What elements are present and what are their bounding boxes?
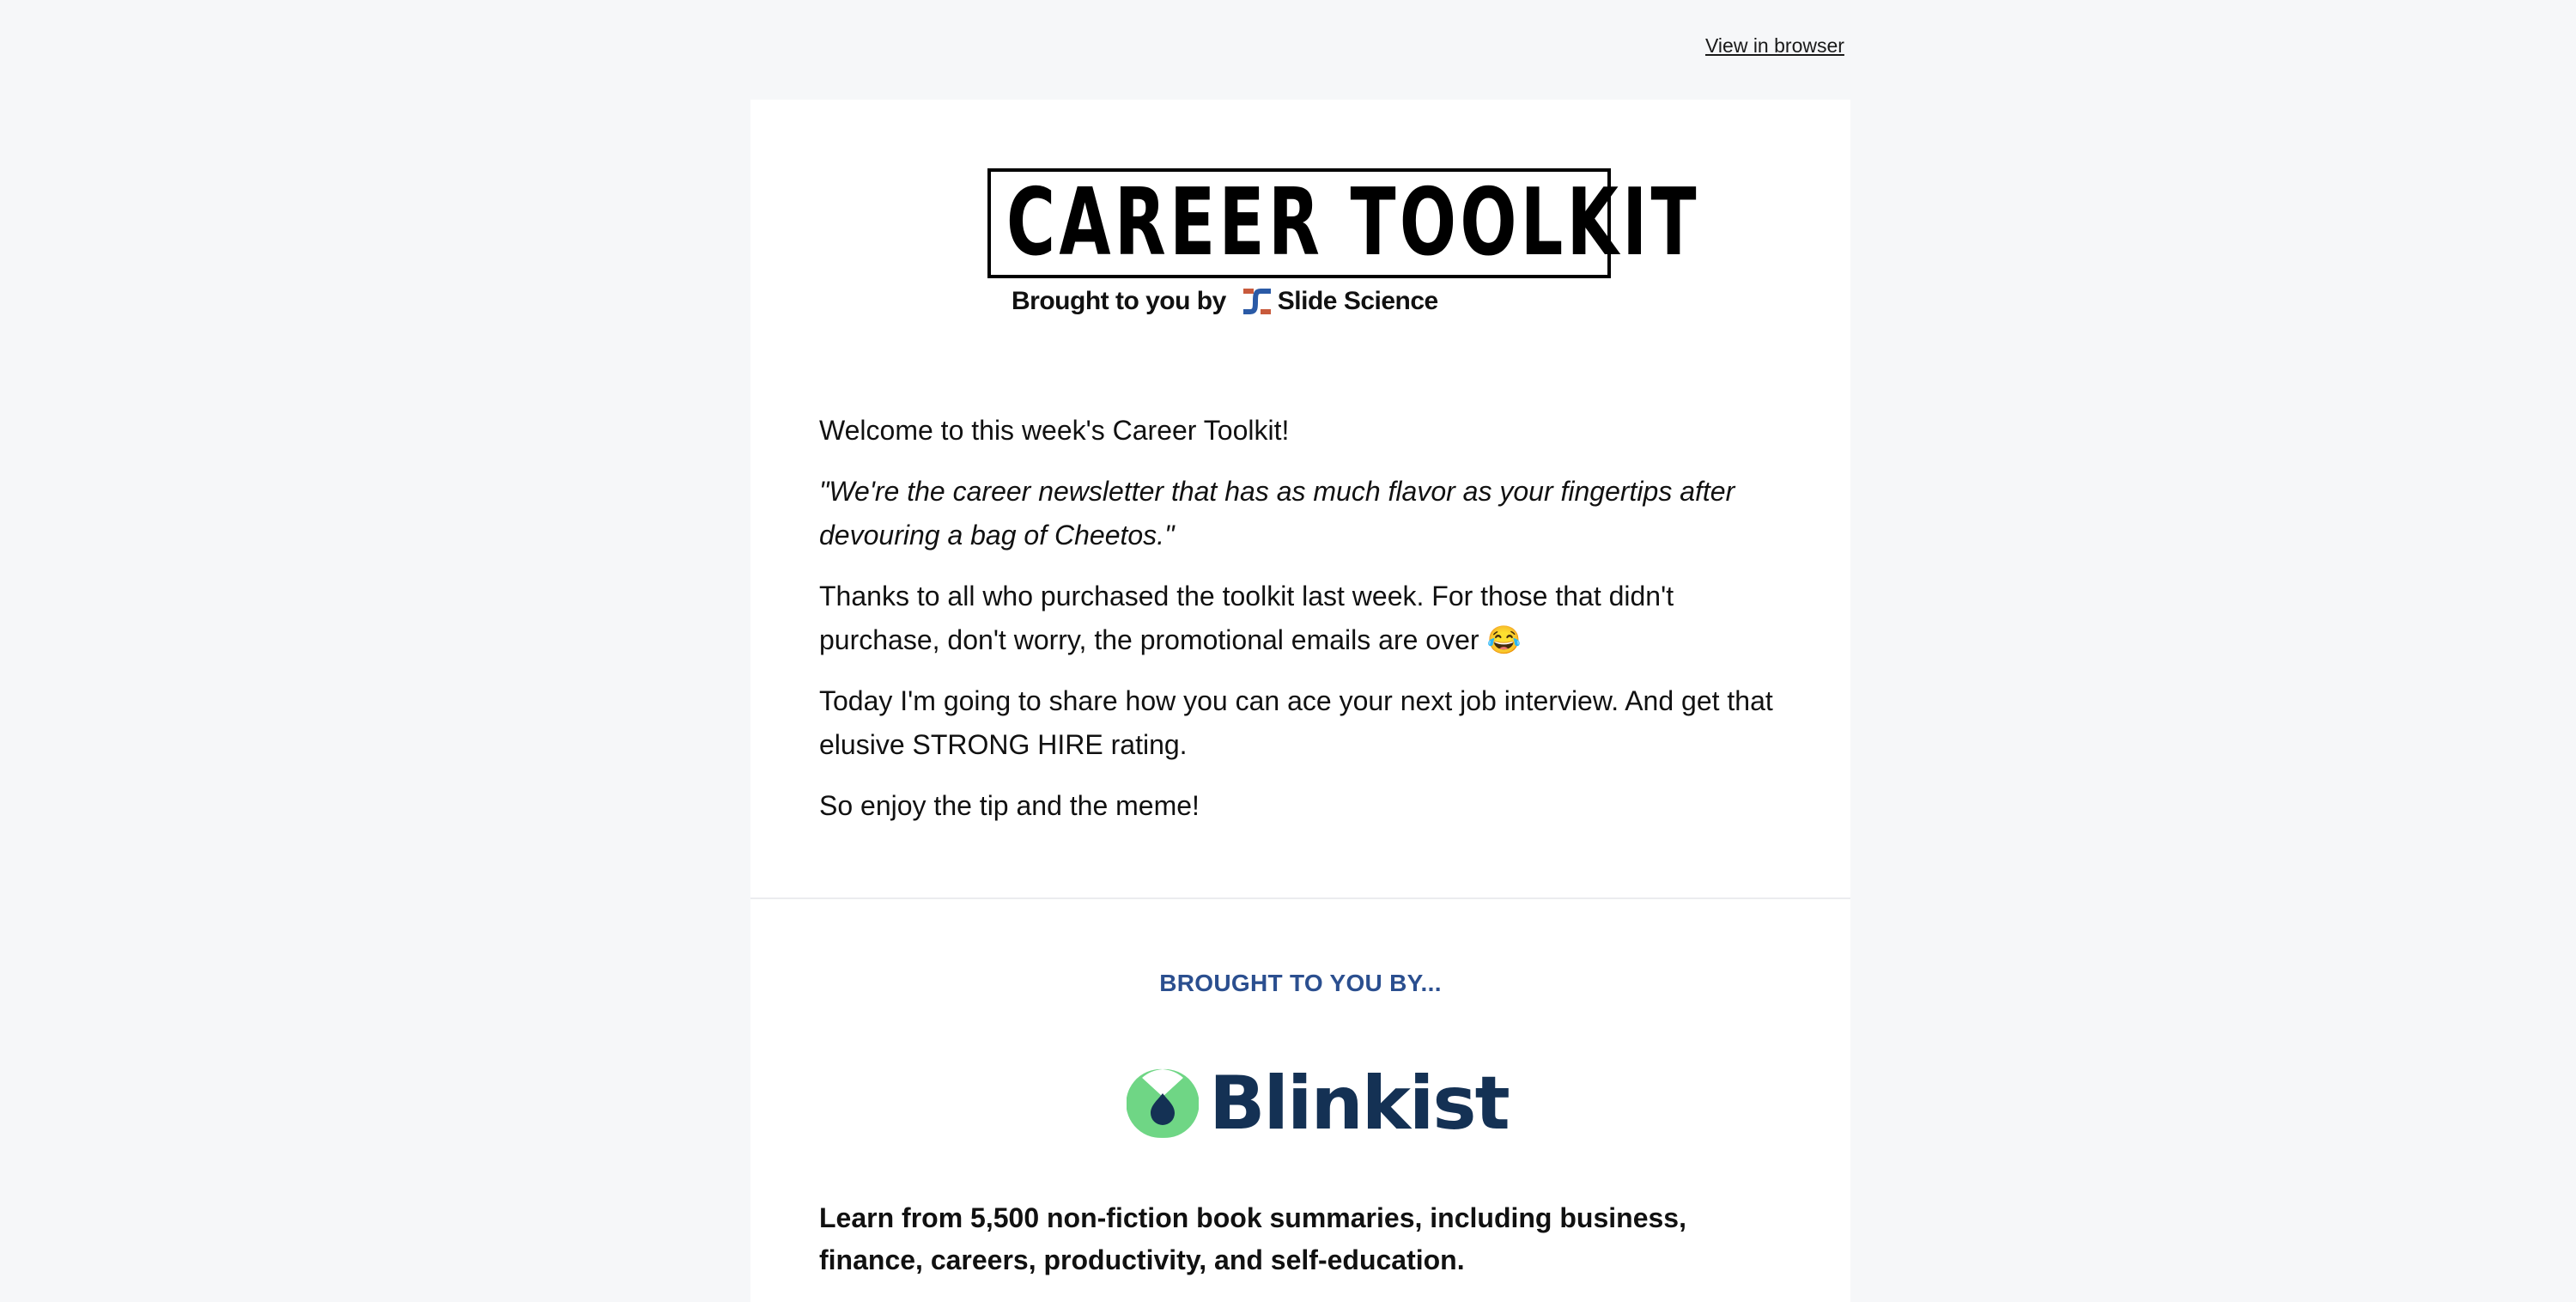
view-in-browser-link[interactable]: View in browser xyxy=(1705,34,1844,57)
section-divider xyxy=(750,897,1850,899)
intro-paragraph: Welcome to this week's Career Toolkit! xyxy=(819,415,1290,446)
newsletter-card xyxy=(750,100,1850,1302)
blinkist-icon xyxy=(1127,1066,1199,1142)
career-toolkit-logo xyxy=(987,168,1700,315)
intro-section xyxy=(819,409,1789,845)
logo-frame xyxy=(987,168,1700,278)
intro-paragraph: Thanks to all who purchased the toolkit last week. For those that didn't purchase, don't worry, the promotional emails are over 😂 xyxy=(819,581,1674,655)
logo-subtitle-brand: Slide Science xyxy=(1277,287,1438,315)
intro-paragraph: Today I'm going to share how you can ace your next job interview. And get that elusive STRONG HIRE rating. xyxy=(819,685,1773,760)
blinkist-logo[interactable] xyxy=(1127,1061,1509,1147)
logo-subtitle xyxy=(1012,287,1438,316)
slide-science-icon xyxy=(1242,287,1273,316)
blinkist-wordmark: Blinkist xyxy=(1209,1061,1509,1147)
sponsor-description: Learn from 5,500 non-fiction book summaries, including business, finance, careers, productivity, and self-education. xyxy=(819,1202,1686,1275)
sponsor-heading: BROUGHT TO YOU BY... xyxy=(1159,970,1442,996)
logo-title: CAREER TOOLKIT xyxy=(1006,169,1700,277)
intro-quote: "We're the career newsletter that has as much flavor as your fingertips after devouring a bag of Cheetos." xyxy=(819,476,1735,551)
logo-subtitle-prefix: Brought to you by xyxy=(1012,287,1226,315)
intro-paragraph: So enjoy the tip and the meme! xyxy=(819,790,1200,821)
